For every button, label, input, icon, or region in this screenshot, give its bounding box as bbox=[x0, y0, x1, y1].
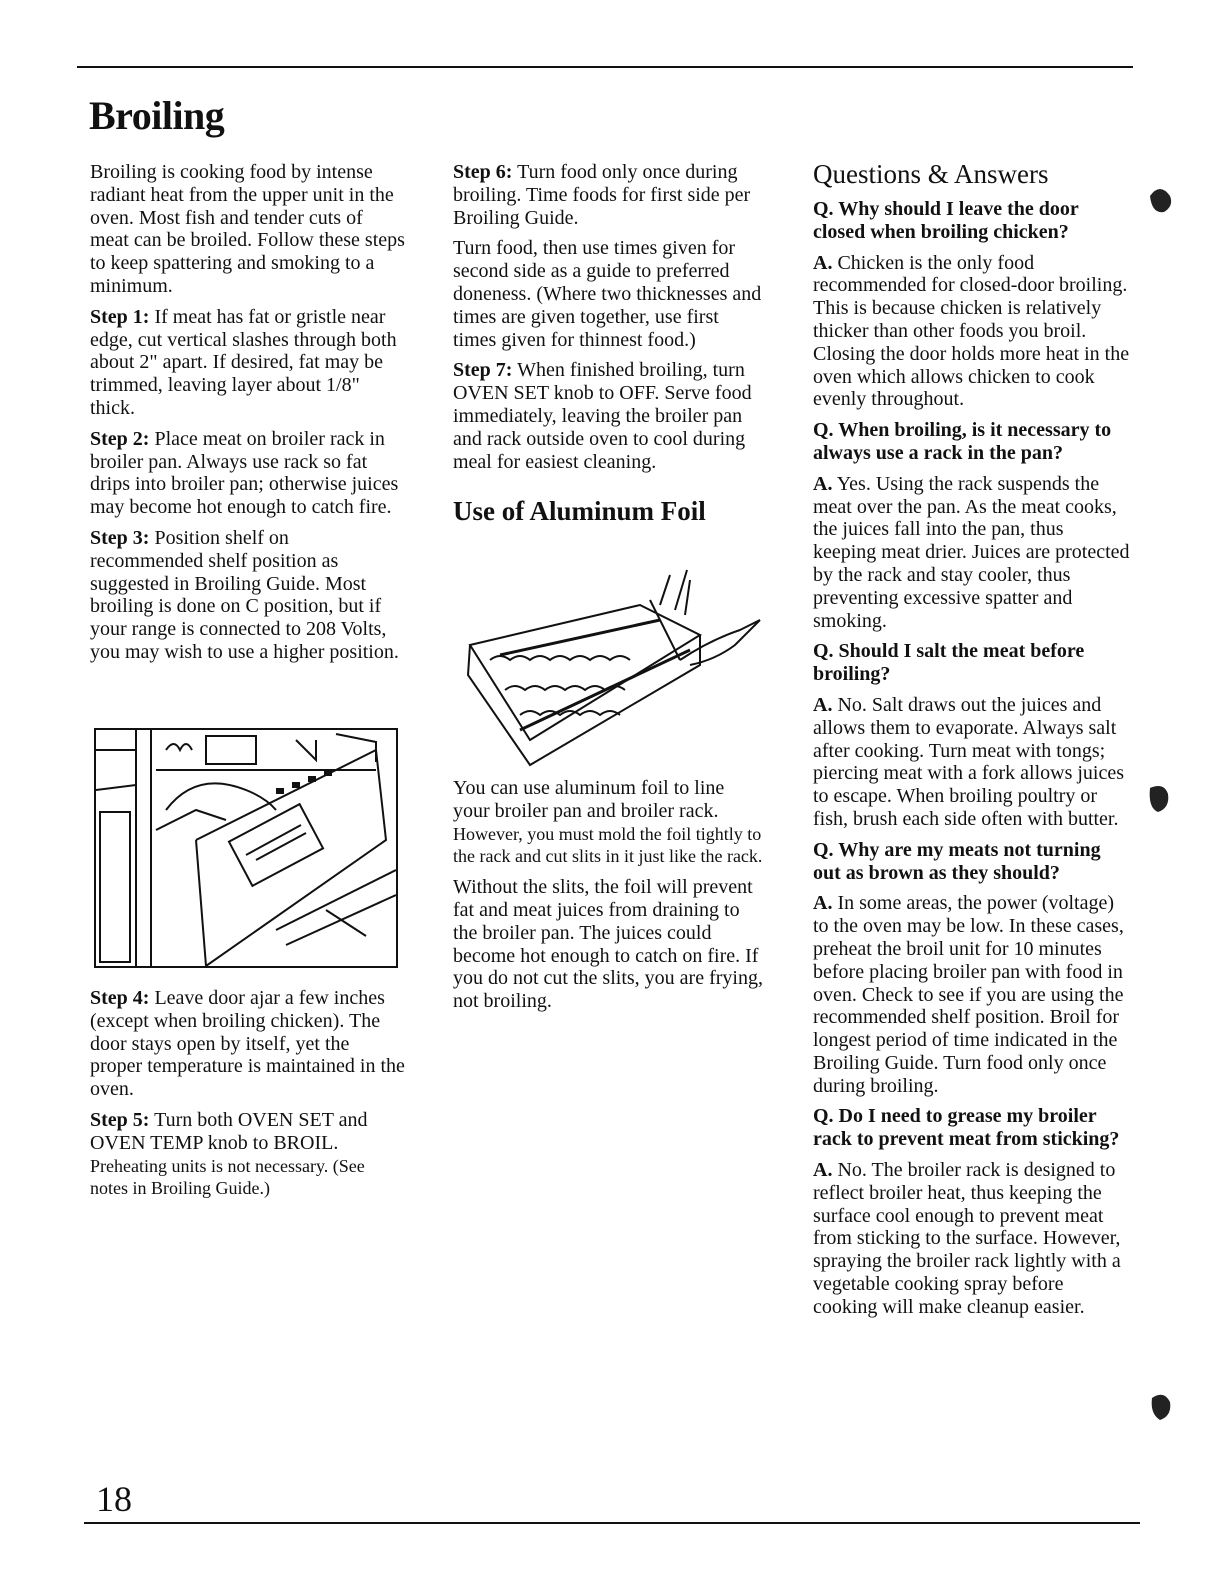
question-2: Q. When broiling, is it necessary to always use a rack in the pan? bbox=[813, 419, 1112, 464]
answer-5-text: No. The broiler rack is designed to reflect broiler heat, thus keeping the surface cool enough to prevent meat from sticking to the surface. However, spraying the broiler rack lightly with a vegetable cooking spray before cooking will make cleanup easier. bbox=[813, 1159, 1121, 1318]
step-2-text: Place meat on broiler rack in broiler pan. Always use rack so fat drips into broiler pan; otherwise juices may become hot enough to catch fire. bbox=[90, 427, 399, 519]
step-5 bbox=[90, 1109, 405, 1155]
bottom-rule bbox=[84, 1522, 1140, 1524]
step-4 bbox=[90, 987, 405, 1101]
intro-paragraph: Broiling is cooking food by intense radiant heat from the upper unit in the oven. Most fish and tender cuts of meat can be broiled. Follow these steps to keep spattering and smoking to a minimum. bbox=[90, 161, 405, 297]
answer-4 bbox=[813, 892, 1131, 1097]
oven-illustration-icon bbox=[96, 730, 396, 966]
step-6-label: Step 6: bbox=[453, 161, 513, 183]
page-number: 18 bbox=[96, 1479, 132, 1519]
step-2 bbox=[90, 428, 405, 519]
step-5-text: Turn both OVEN SET and OVEN TEMP knob to BROIL. bbox=[90, 1108, 368, 1154]
step-4-label: Step 4: bbox=[90, 987, 150, 1009]
foil-paragraph-1: You can use aluminum foil to line your broiler pan and broiler rack. bbox=[453, 777, 725, 822]
answer-1 bbox=[813, 252, 1131, 412]
step-6-text: Turn food only once during broiling. Time foods for first side per Broiling Guide. bbox=[453, 161, 751, 229]
step-7-label: Step 7: bbox=[453, 359, 513, 382]
step-3 bbox=[90, 527, 405, 664]
answer-5-label: A. bbox=[813, 1159, 833, 1182]
answer-3-label: A. bbox=[813, 693, 833, 716]
question-1: Q. Why should I leave the door closed when broiling chicken? bbox=[813, 198, 1079, 243]
binding-hole-icon bbox=[1146, 182, 1176, 216]
answer-4-text: In some areas, the power (voltage) to the oven may be low. In these cases, preheat the broil unit for 10 minutes before placing broiler pan with food in oven. Check to see if you are using the recommended shelf position. Broil for longest period of time indicated in the Broiling Guide. Turn food only once during broiling. bbox=[813, 892, 1124, 1097]
step-6 bbox=[453, 161, 763, 229]
step-5-note: Preheating units is not necessary. (See notes in Broiling Guide.) bbox=[90, 1155, 365, 1199]
qa-heading: Questions & Answers bbox=[813, 159, 1049, 189]
step-3-text: Position shelf on recommended shelf position as suggested in Broiling Guide. Most broiling is done on C position, but if your range is connected to 208 Volts, you may wish to use a higher position. bbox=[90, 526, 399, 663]
answer-2-text: Yes. Using the rack suspends the meat over the pan. As the meat cooks, the juices fall into the pan, thus keeping meat drier. Juices are protected by the rack and stay cooler, thus preventing excessive spatter and smoking. bbox=[813, 472, 1130, 632]
oven-door-ajar-illustration bbox=[94, 728, 398, 968]
column-steps-1 bbox=[90, 161, 405, 672]
answer-2-label: A. bbox=[813, 472, 833, 495]
step-4-text: Leave door ajar a few inches (except when broiling chicken). The door stays open by itself, yet the proper temperature is maintained in the oven. bbox=[90, 987, 405, 1101]
column-steps-1-continued bbox=[90, 987, 405, 1208]
answer-5 bbox=[813, 1159, 1131, 1319]
foil-paragraph-1b: However, you must mold the foil tightly to the rack and cut slits in it just like the rack. bbox=[453, 823, 763, 867]
answer-3-text: No. Salt draws out the juices and allows them to evaporate. Always salt after cooking. Turn meat with tongs; piercing meat with a fork allows juices to escape. When broiling poultry or fish, brush each side often with butter. bbox=[813, 693, 1125, 830]
top-rule bbox=[77, 66, 1133, 68]
foil-paragraph-2: Without the slits, the foil will prevent fat and meat juices from draining to the broiler pan. The juices could become hot enough to catch on fire. If you do not cut the slits, you are frying, not broiling. bbox=[453, 876, 763, 1013]
question-3: Q. Should I salt the meat before broiling? bbox=[813, 640, 1085, 686]
foil-broiler-pan-illustration bbox=[460, 565, 765, 775]
step-5-label: Step 5: bbox=[90, 1108, 150, 1131]
step-3-label: Step 3: bbox=[90, 526, 150, 549]
answer-3 bbox=[813, 694, 1131, 831]
answer-1-text: Chicken is the only food recommended for closed-door broiling. This is because chicken is relatively thicker than other foods you broil. Closing the door holds more heat in the oven which allows chicken to cook evenly throughout. bbox=[813, 251, 1130, 411]
answer-1-label: A. bbox=[813, 251, 833, 274]
step-7-text: When finished broiling, turn OVEN SET knob to OFF. Serve food immediately, leaving the broiler pan and rack outside oven to cool during meal for easiest cleaning. bbox=[453, 359, 752, 473]
column-questions-answers bbox=[813, 158, 1131, 1327]
step-6-continued: Turn food, then use times given for second side as a guide to preferred doneness. (Where two thicknesses and times are given together, use first times given for thinnest food.) bbox=[453, 237, 762, 351]
step-2-label: Step 2: bbox=[90, 427, 150, 450]
step-1-label: Step 1: bbox=[90, 305, 150, 328]
broiler-pan-foil-icon bbox=[460, 565, 765, 775]
column-steps-2 bbox=[453, 161, 763, 527]
binding-hole-icon bbox=[1146, 780, 1176, 814]
question-5: Q. Do I need to grease my broiler rack to prevent meat from sticking? bbox=[813, 1105, 1120, 1151]
step-7 bbox=[453, 359, 763, 473]
step-1-text: If meat has fat or gristle near edge, cut vertical slashes through both about 2" apart. If desired, fat may be trimmed, leaving layer about 1/8" thick. bbox=[90, 305, 397, 419]
answer-2 bbox=[813, 473, 1131, 633]
page-title: Broiling bbox=[89, 93, 225, 138]
step-1 bbox=[90, 306, 405, 420]
foil-text bbox=[453, 777, 763, 1021]
answer-4-label: A. bbox=[813, 892, 833, 915]
foil-heading: Use of Aluminum Foil bbox=[453, 496, 706, 527]
binding-hole-icon bbox=[1146, 1388, 1176, 1422]
question-4: Q. Why are my meats not turning out as brown as they should? bbox=[813, 838, 1101, 884]
